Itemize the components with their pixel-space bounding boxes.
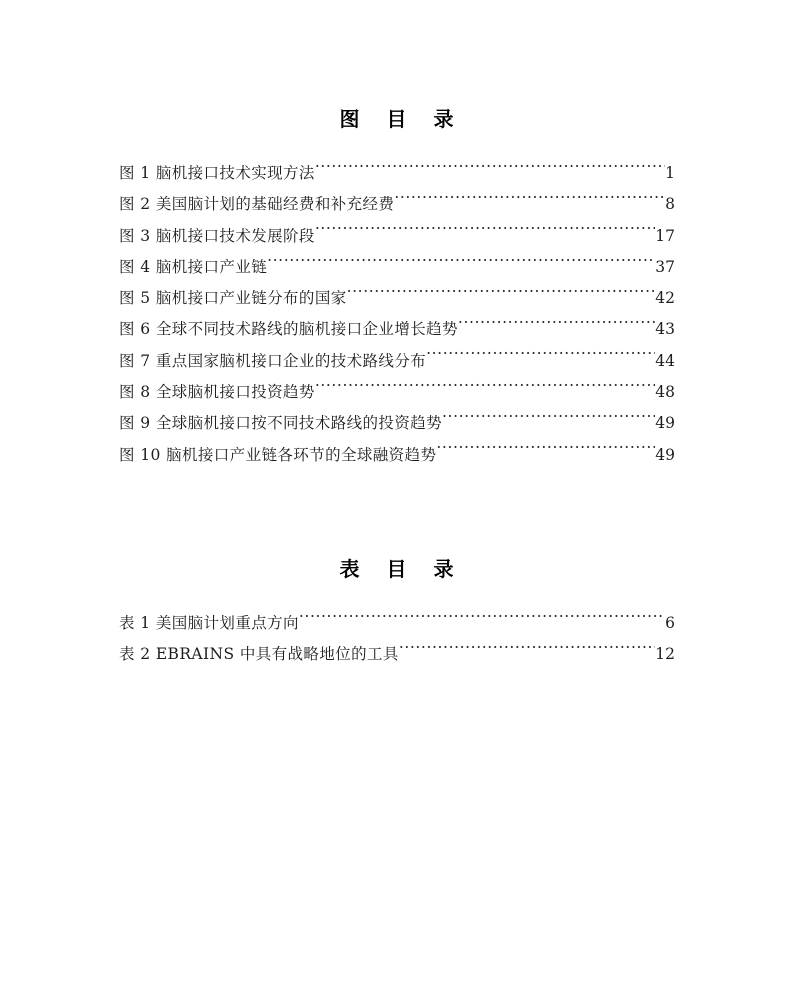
table-toc-entry-label: 表 2 EBRAINS 中具有战略地位的工具 <box>119 645 399 664</box>
dot-leader <box>315 382 655 398</box>
figure-toc-entry-label: 图 2 美国脑计划的基础经费和补充经费 <box>119 195 395 214</box>
table-toc-entry-page-number: 6 <box>665 613 675 632</box>
figure-toc-entry[interactable] <box>119 189 675 220</box>
figure-toc-entry-page-number: 44 <box>655 351 675 370</box>
figure-toc-entry-page-number: 49 <box>655 445 675 464</box>
dot-leader <box>347 288 656 304</box>
figure-toc-entry[interactable] <box>119 221 675 252</box>
dot-leader <box>442 413 655 429</box>
figure-toc-entry-label: 图 3 脑机接口技术发展阶段 <box>119 226 315 245</box>
dot-leader <box>315 225 655 241</box>
figure-toc-entry-page-number: 42 <box>655 289 675 308</box>
table-toc-entry[interactable] <box>119 639 675 670</box>
dot-leader <box>426 350 655 366</box>
figure-toc-list <box>119 158 675 471</box>
figure-toc-entry-page-number: 37 <box>655 257 675 276</box>
figure-toc-entry-label: 图 1 脑机接口技术实现方法 <box>119 164 315 182</box>
figure-toc-entry[interactable] <box>119 283 675 314</box>
table-toc-entry-page-number: 12 <box>655 645 675 664</box>
dot-leader <box>436 444 655 460</box>
figure-toc-entry-page-number: 8 <box>665 195 675 214</box>
table-toc-entry[interactable] <box>119 608 675 639</box>
figure-toc-entry[interactable] <box>119 252 675 283</box>
dot-leader <box>315 163 665 179</box>
figure-toc-entry-label: 图 4 脑机接口产业链 <box>119 257 268 276</box>
figure-toc-entry-page-number: 43 <box>655 320 675 339</box>
figure-toc-entry-label: 图 7 重点国家脑机接口企业的技术路线分布 <box>119 351 427 370</box>
figure-toc-entry[interactable] <box>119 408 675 439</box>
dot-leader <box>458 319 655 335</box>
dot-leader <box>394 194 665 210</box>
figure-toc-entry-label: 图 8 全球脑机接口投资趋势 <box>119 383 315 402</box>
figure-toc-entry-page-number: 1 <box>665 164 675 182</box>
table-toc-entry-label: 表 1 美国脑计划重点方向 <box>119 613 299 632</box>
figure-toc-entry-page-number: 49 <box>655 414 675 433</box>
table-list-title: 表 目 录 <box>339 556 464 581</box>
figure-toc-entry-label: 图 9 全球脑机接口按不同技术路线的投资趋势 <box>119 414 443 433</box>
figure-toc-entry-page-number: 48 <box>655 383 675 402</box>
dot-leader <box>299 612 665 628</box>
figure-toc-entry[interactable] <box>119 377 675 408</box>
figure-toc-entry[interactable] <box>119 346 675 377</box>
figure-toc-entry-page-number: 17 <box>655 226 675 245</box>
figure-toc-entry-label: 图 6 全球不同技术路线的脑机接口企业增长趋势 <box>119 320 458 339</box>
table-toc-list <box>119 608 675 671</box>
figure-toc-entry-label: 图 10 脑机接口产业链各环节的全球融资趋势 <box>119 445 437 464</box>
figure-toc-entry[interactable] <box>119 440 675 471</box>
dot-leader <box>399 644 655 660</box>
figure-list-title: 图 目 录 <box>339 107 464 131</box>
figure-toc-entry[interactable] <box>119 158 675 189</box>
figure-toc-entry-label: 图 5 脑机接口产业链分布的国家 <box>119 289 347 308</box>
figure-toc-entry[interactable] <box>119 314 675 345</box>
dot-leader <box>267 256 655 272</box>
